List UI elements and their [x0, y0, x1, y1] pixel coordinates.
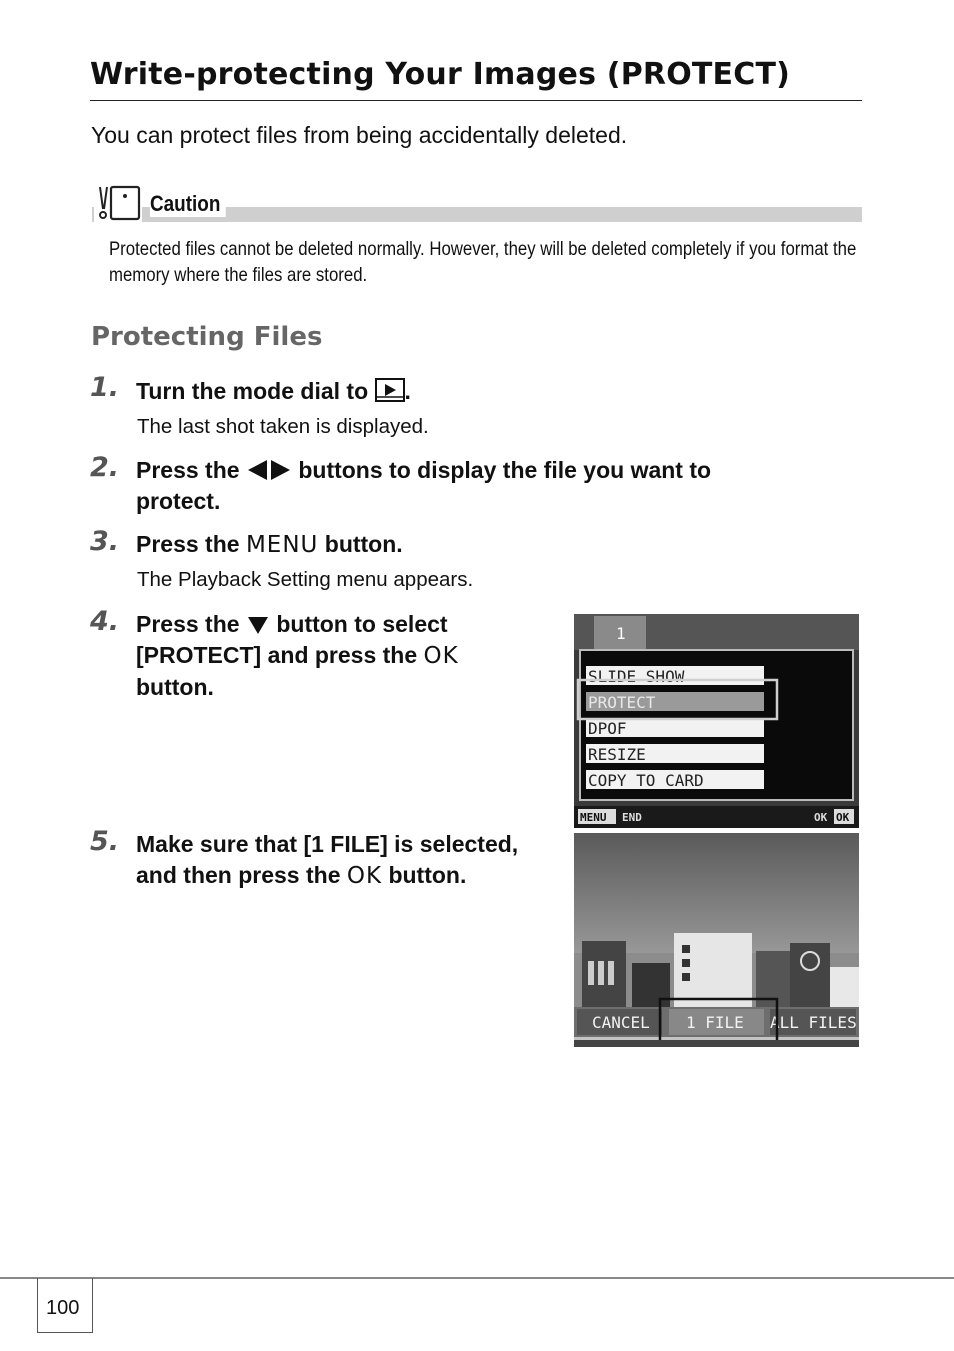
cancel-button: CANCEL [592, 1013, 650, 1032]
step-text: [PROTECT] and press the [136, 642, 424, 668]
playback-menu-screenshot [574, 614, 859, 828]
menu-tab: 1 [616, 624, 626, 643]
step-text: . [404, 378, 411, 404]
ok-key-label: OK [814, 811, 828, 824]
city-skyline-photo [574, 933, 859, 1013]
down-arrow-icon [246, 615, 270, 635]
step-1-description: The last shot taken is displayed. [137, 415, 429, 438]
step-text: protect. [136, 488, 221, 514]
section-title: Protecting Files [91, 322, 323, 352]
step-text: Make sure that [1 FILE] is selected, [136, 831, 519, 857]
step-number: 4. [90, 606, 120, 637]
step-text: buttons to display the file you want to [291, 457, 712, 483]
menu-key-label: MENU [580, 811, 607, 824]
step-4-instruction [136, 609, 459, 703]
caution-text: Protected files cannot be deleted normally. However, they will be deleted completely if you format the memory where the files are stored. [109, 238, 857, 286]
step-text: Turn the mode dial to [136, 378, 375, 404]
caution-label: Caution [150, 191, 226, 217]
menu-item-dpof: DPOF [588, 719, 627, 738]
menu-item-protect: PROTECT [588, 693, 656, 712]
playback-mode-icon [375, 378, 405, 402]
all-files-button: ALL FILES [770, 1013, 857, 1032]
step-text: button to select [269, 611, 448, 637]
one-file-button: 1 FILE [686, 1013, 744, 1032]
step-number: 2. [90, 452, 120, 483]
step-1-instruction [136, 376, 411, 407]
menu-item-resize: RESIZE [588, 745, 646, 764]
caution-icon [94, 183, 142, 223]
step-5-instruction [136, 829, 518, 892]
footer-rule [0, 1277, 954, 1279]
page-number: 100 [37, 1278, 93, 1333]
protect-confirm-screenshot [574, 833, 859, 1047]
menu-button-label: MENU [245, 532, 319, 558]
step-text: button. [136, 674, 214, 700]
step-3-instruction [136, 529, 403, 561]
step-3-description: The Playback Setting menu appears. [137, 568, 474, 591]
step-text: button. [382, 862, 467, 888]
menu-item-copy-to-card: COPY TO CARD [588, 771, 704, 790]
step-text: and then press the [136, 862, 347, 888]
menu-item-slide-show: SLIDE SHOW [588, 667, 685, 686]
ok-label: OK [836, 811, 850, 824]
step-number: 5. [90, 826, 120, 857]
step-number: 3. [90, 526, 120, 557]
ok-button-label: OK [346, 863, 383, 889]
intro-text: You can protect files from being accidentally deleted. [91, 122, 628, 148]
step-2-instruction [136, 455, 711, 517]
end-label: END [622, 811, 642, 824]
step-text: Press the [136, 457, 246, 483]
step-number: 1. [90, 372, 120, 403]
step-text: button. [318, 531, 403, 557]
ok-button-label: OK [423, 643, 459, 669]
step-text: Press the [136, 611, 246, 637]
caution-header [92, 183, 862, 223]
page-title: Write-protecting Your Images (PROTECT) [90, 56, 862, 101]
left-right-arrows-icon [246, 459, 292, 481]
step-text: Press the [136, 531, 246, 557]
